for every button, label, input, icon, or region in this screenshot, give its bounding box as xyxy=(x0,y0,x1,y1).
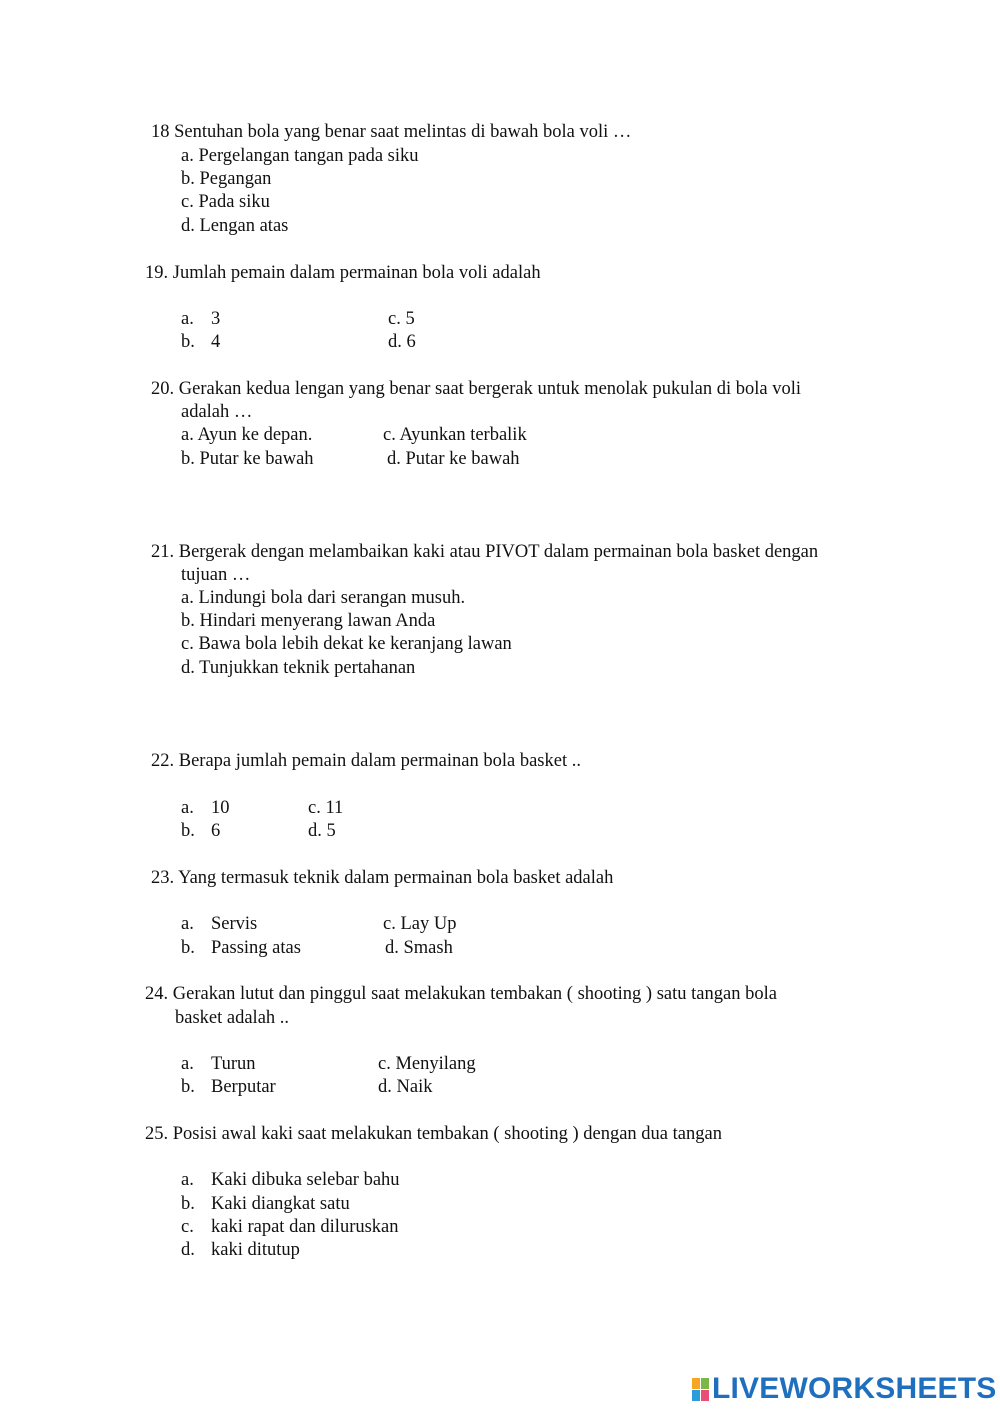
q18-option-c[interactable]: c. Pada siku xyxy=(181,192,270,212)
q20-option-c[interactable]: c. Ayunkan terbalik xyxy=(383,425,527,445)
q25-option-a[interactable]: Kaki dibuka selebar bahu xyxy=(211,1170,400,1190)
q25-option-b-marker: b. xyxy=(181,1194,195,1214)
q25-option-d-marker: d. xyxy=(181,1240,195,1260)
q20-option-d[interactable]: d. Putar ke bawah xyxy=(387,449,520,469)
q22-option-b-marker: b. xyxy=(181,821,195,841)
q24-option-b[interactable]: Berputar xyxy=(211,1077,276,1097)
q20-stem-line1: 20. Gerakan kedua lengan yang benar saat bergerak untuk menolak pukulan di bola voli xyxy=(151,379,802,399)
q19-option-a[interactable]: 3 xyxy=(211,309,221,329)
q22-option-a[interactable]: 10 xyxy=(211,798,230,818)
q23-option-c[interactable]: c. Lay Up xyxy=(383,914,457,934)
q25-option-c[interactable]: kaki rapat dan diluruskan xyxy=(211,1217,399,1237)
q23-option-b[interactable]: Passing atas xyxy=(211,938,301,958)
q25-option-b[interactable]: Kaki diangkat satu xyxy=(211,1194,350,1214)
q24-stem-line1: 24. Gerakan lutut dan pinggul saat melakukan tembakan ( shooting ) satu tangan bola xyxy=(145,984,777,1004)
q21-stem-line2: tujuan … xyxy=(181,565,251,585)
liveworksheets-logo xyxy=(692,1374,997,1404)
q18-option-d[interactable]: d. Lengan atas xyxy=(181,216,289,236)
q23-option-d[interactable]: d. Smash xyxy=(385,938,453,958)
q18-stem: 18 Sentuhan bola yang benar saat melintas di bawah bola voli … xyxy=(151,122,632,142)
q22-option-b[interactable]: 6 xyxy=(211,821,221,841)
q19-option-d[interactable]: d. 6 xyxy=(388,332,416,352)
q19-option-c[interactable]: c. 5 xyxy=(388,309,415,329)
logo-mark-icon xyxy=(692,1378,709,1401)
q25-option-c-marker: c. xyxy=(181,1217,194,1237)
q20-stem-line2: adalah … xyxy=(181,402,253,422)
q24-option-c[interactable]: c. Menyilang xyxy=(378,1054,476,1074)
q23-option-b-marker: b. xyxy=(181,938,195,958)
q24-stem-line2: basket adalah .. xyxy=(175,1008,290,1028)
q22-stem: 22. Berapa jumlah pemain dalam permainan bola basket .. xyxy=(151,751,581,771)
q19-option-b-marker: b. xyxy=(181,332,195,352)
q24-option-b-marker: b. xyxy=(181,1077,195,1097)
q20-option-a[interactable]: a. Ayun ke depan. xyxy=(181,425,313,445)
q24-option-a-marker: a. xyxy=(181,1054,194,1074)
q22-option-a-marker: a. xyxy=(181,798,194,818)
logo-text: LIVEWORKSHEETS xyxy=(712,1372,997,1405)
q19-option-b[interactable]: 4 xyxy=(211,332,221,352)
q22-option-d[interactable]: d. 5 xyxy=(308,821,336,841)
q21-option-c[interactable]: c. Bawa bola lebih dekat ke keranjang lawan xyxy=(181,634,512,654)
q23-option-a-marker: a. xyxy=(181,914,194,934)
q19-option-a-marker: a. xyxy=(181,309,194,329)
q21-option-a[interactable]: a. Lindungi bola dari serangan musuh. xyxy=(181,588,466,608)
q21-option-b[interactable]: b. Hindari menyerang lawan Anda xyxy=(181,611,436,631)
q18-option-b[interactable]: b. Pegangan xyxy=(181,169,272,189)
q25-option-d[interactable]: kaki ditutup xyxy=(211,1240,300,1260)
q25-stem: 25. Posisi awal kaki saat melakukan tembakan ( shooting ) dengan dua tangan xyxy=(145,1124,722,1144)
q24-option-d[interactable]: d. Naik xyxy=(378,1077,433,1097)
q21-stem-line1: 21. Bergerak dengan melambaikan kaki atau PIVOT dalam permainan bola basket dengan xyxy=(151,542,819,562)
q23-option-a[interactable]: Servis xyxy=(211,914,258,934)
q18-option-a[interactable]: a. Pergelangan tangan pada siku xyxy=(181,146,419,166)
q23-stem: 23. Yang termasuk teknik dalam permainan bola basket adalah xyxy=(151,868,614,888)
q24-option-a[interactable]: Turun xyxy=(211,1054,256,1074)
q21-option-d[interactable]: d. Tunjukkan teknik pertahanan xyxy=(181,658,416,678)
q19-stem: 19. Jumlah pemain dalam permainan bola voli adalah xyxy=(145,263,541,283)
q22-option-c[interactable]: c. 11 xyxy=(308,798,344,818)
q25-option-a-marker: a. xyxy=(181,1170,194,1190)
q20-option-b[interactable]: b. Putar ke bawah xyxy=(181,449,314,469)
